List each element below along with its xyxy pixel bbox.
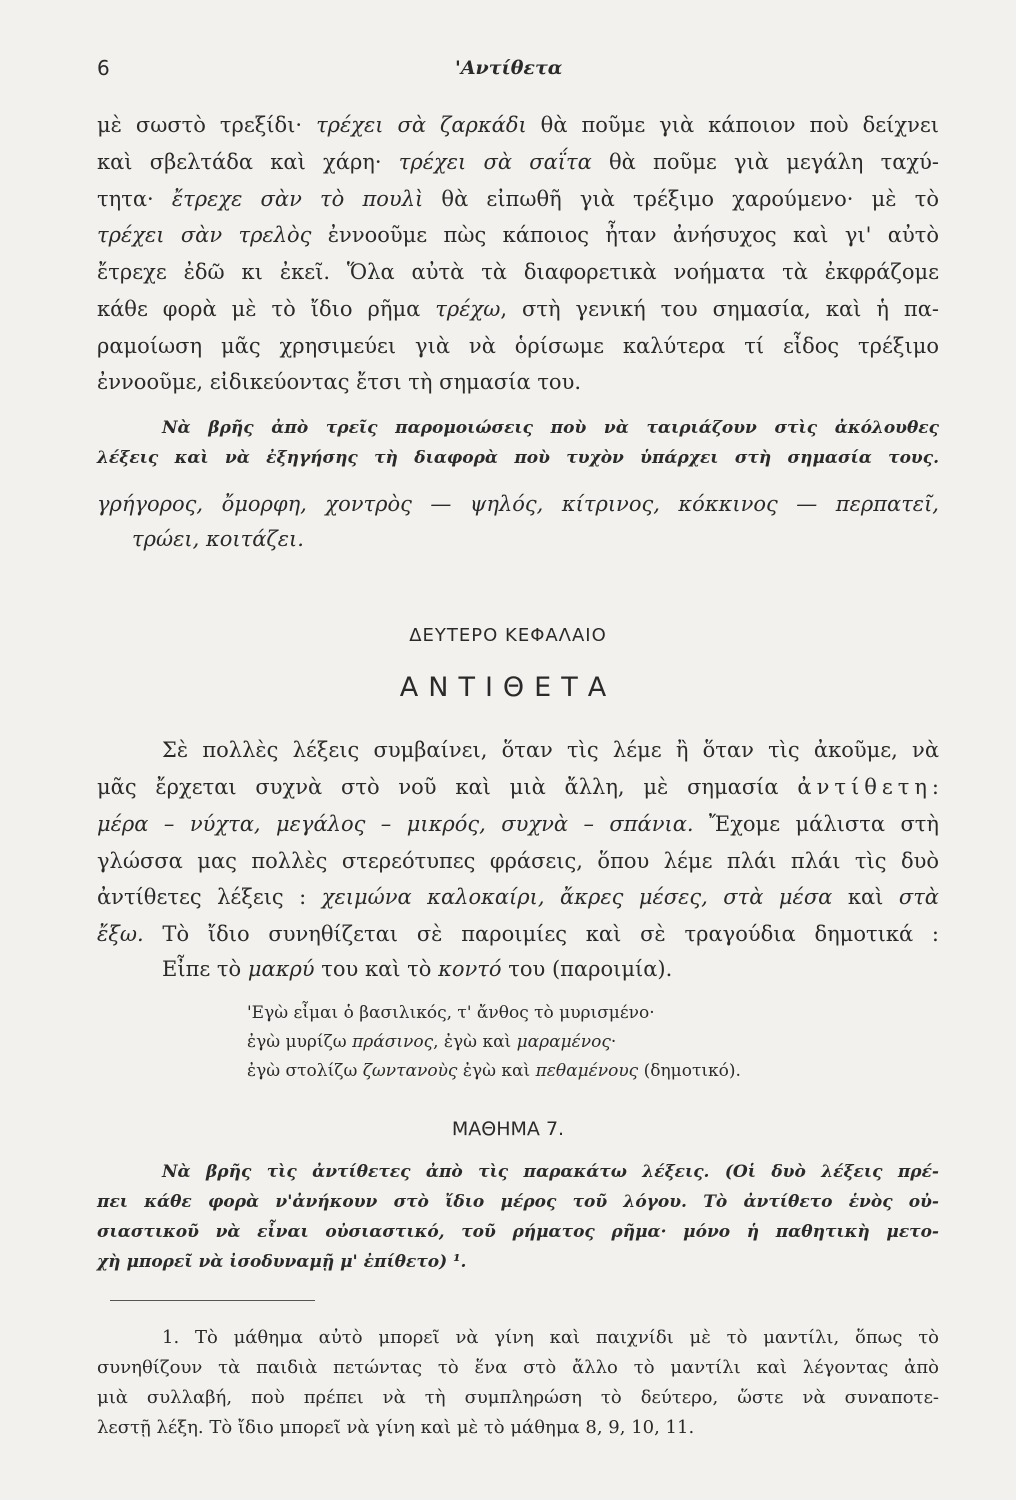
instruction-line: λέξεις καὶ νὰ ἐξηγήσης τὴ διαφορὰ ποὺ τυχὸν ὑπάρχει στὴ σημασία τους. [97,448,939,468]
verse-line: ἐγὼ μυρίζω πράσινος, ἐγὼ καὶ μαραμένος· [247,1032,617,1052]
text-line: ραμοίωση μᾶς χρησιμεύει γιὰ νὰ ὁρίσωμε καλύτερα τί εἶδος τρέξιμο [97,334,939,358]
text-line: ἔξω. Τὸ ἴδιο συνηθίζεται σὲ παροιμίες καὶ σὲ τραγούδια δημοτικά : [97,922,939,946]
text-line: γλώσσα μας πολλὲς στερεότυπες φράσεις, ὅπου λέμε πλάι πλάι τὶς δυὸ [97,849,939,873]
text-line: κάθε φορὰ μὲ τὸ ἴδιο ρῆμα τρέχω, στὴ γενική του σημασία, καὶ ἡ πα- [97,297,939,321]
instruction-line: πει κάθε φορὰ ν'ἀνήκουν στὸ ἴδιο μέρος τοῦ λόγου. Τὸ ἀντίθετο ἑνὸς οὐ- [97,1192,939,1212]
words-line: τρώει, κοιτάζει. [132,527,304,551]
text-line: τητα· ἔτρεχε σὰν τὸ πουλὶ θὰ εἰπωθῆ γιὰ τρέξιμο χαρούμενο· μὲ τὸ [97,187,939,211]
chapter-label: ΔΕΥΤΕΡΟ ΚΕΦΑΛΑΙΟ [409,625,607,646]
italic-phrase: ἔτρεχε σὰν τὸ πουλὶ [171,187,424,211]
running-title: 'Αντίθετα [455,57,563,79]
words-line: γρήγορος, ὄμορφη, χοντρὸς — ψηλός, κίτρινος, κόκκινος — περπατεῖ, [97,492,939,516]
footnote-divider [110,1300,315,1301]
italic-phrase: τρέχει σὰν τρελὸς [97,223,312,247]
text-line: ἀντίθετες λέξεις : χειμώνα καλοκαίρι, ἄκρες μέσες, στὰ μέσα καὶ στὰ [97,885,939,909]
instruction-line: Νὰ βρῆς ἀπὸ τρεῖς παρομοιώσεις ποὺ νὰ ταιριάζουν στὶς ἀκόλουθες [162,418,939,438]
instruction-line: σιαστικοῦ νὰ εἶναι οὐσιαστικό, τοῦ ρήματος ρῆμα· μόνο ἡ παθητικὴ μετο- [97,1222,939,1242]
italic-phrase: κοντό [438,957,502,981]
footnote-line: μιὰ συλλαβή, ποὺ πρέπει νὰ τὴ συμπληρώση τὸ δεύτερο, ὥστε νὰ συναποτε- [97,1387,939,1408]
italic-phrase: πράσινος [352,1032,434,1052]
verse-line: 'Εγὼ εἶμαι ὁ βασιλικός, τ' ἄνθος τὸ μυρισμένο· [247,1003,655,1023]
instruction-line: Νὰ βρῆς τὶς ἀντίθετες ἀπὸ τὶς παρακάτω λέξεις. (Οἱ δυὸ λέξεις πρέ- [162,1162,939,1182]
lesson-title: ΜΑΘΗΜΑ 7. [451,1118,565,1140]
instruction-line: χὴ μπορεῖ νὰ ἰσοδυναμῇ μ' ἐπίθετο) ¹. [97,1252,467,1272]
chapter-title: ΑΝΤΙΘΕΤΑ [399,672,617,703]
italic-phrase: πεθαμένους [535,1061,639,1081]
italic-phrase: τρέχω [435,297,501,321]
italic-phrase: μέρα – νύχτα, μεγάλος – μικρός, συχνὰ – σπάνια. [97,812,694,836]
text-line: Σὲ πολλὲς λέξεις συμβαίνει, ὅταν τὶς λέμε ἢ ὅταν τὶς ἀκοῦμε, νὰ [162,738,939,762]
verse-line: ἐγὼ στολίζω ζωντανοὺς ἐγὼ καὶ πεθαμένους (δημοτικό). [247,1061,741,1081]
italic-phrase: μακρύ [247,957,315,981]
italic-phrase: ζωντανοὺς [362,1061,458,1081]
footnote-line: 1. Τὸ μάθημα αὐτὸ μπορεῖ νὰ γίνη καὶ παιχνίδι μὲ τὸ μαντίλι, ὅπως τὸ [162,1327,939,1348]
text-line: τρέχει σὰν τρελὸς ἐννοοῦμε πὼς κάποιος ἦταν ἀνήσυχος καὶ γι' αὐτὸ [97,223,939,247]
page-number: 6 [97,56,110,80]
text-line: καὶ σβελτάδα καὶ χάρη· τρέχει σὰ σαΐτα θὰ ποῦμε γιὰ μεγάλη ταχύ- [97,150,939,174]
text-line: ἐννοοῦμε, εἰδικεύοντας ἔτσι τὴ σημασία του. [97,370,582,394]
italic-phrase: μαραμένος [516,1032,611,1052]
text-line: ἔτρεχε ἐδῶ κι ἐκεῖ. Ὅλα αὐτὰ τὰ διαφορετικὰ νοήματα τὰ ἐκφράζομε [97,260,939,284]
text-line: μᾶς ἔρχεται συχνὰ στὸ νοῦ καὶ μιὰ ἄλλη, μὲ σημασία ἀντίθετη: [97,775,939,799]
italic-phrase: χειμώνα καλοκαίρι, ἄκρες μέσες, στὰ μέσα [321,885,833,909]
spaced-emphasis: ἀντίθετη [797,775,932,799]
text-line: Εἶπε τὸ μακρύ του καὶ τὸ κοντό του (παροιμία). [162,957,673,981]
italic-phrase: ἔξω. [97,922,144,946]
text-line: μὲ σωστὸ τρεξίδι· τρέχει σὰ ζαρκάδι θὰ ποῦμε γιὰ κάποιον ποὺ δείχνει [97,113,939,137]
italic-phrase: τρέχει σὰ ζαρκάδι [316,113,527,137]
footnote-line: συνηθίζουν τὰ παιδιὰ πετώντας τὸ ἕνα στὸ ἄλλο τὸ μαντίλι καὶ λέγοντας ἀπὸ [97,1357,939,1378]
italic-phrase: στὰ [898,885,939,909]
text-line: μέρα – νύχτα, μεγάλος – μικρός, συχνὰ – σπάνια. Ἔχομε μάλιστα στὴ [97,812,940,836]
italic-phrase: τρέχει σὰ σαΐτα [398,150,592,174]
footnote-line: λεστῇ λέξη. Τὸ ἴδιο μπορεῖ νὰ γίνη καὶ μὲ τὸ μάθημα 8, 9, 10, 11. [97,1417,695,1438]
